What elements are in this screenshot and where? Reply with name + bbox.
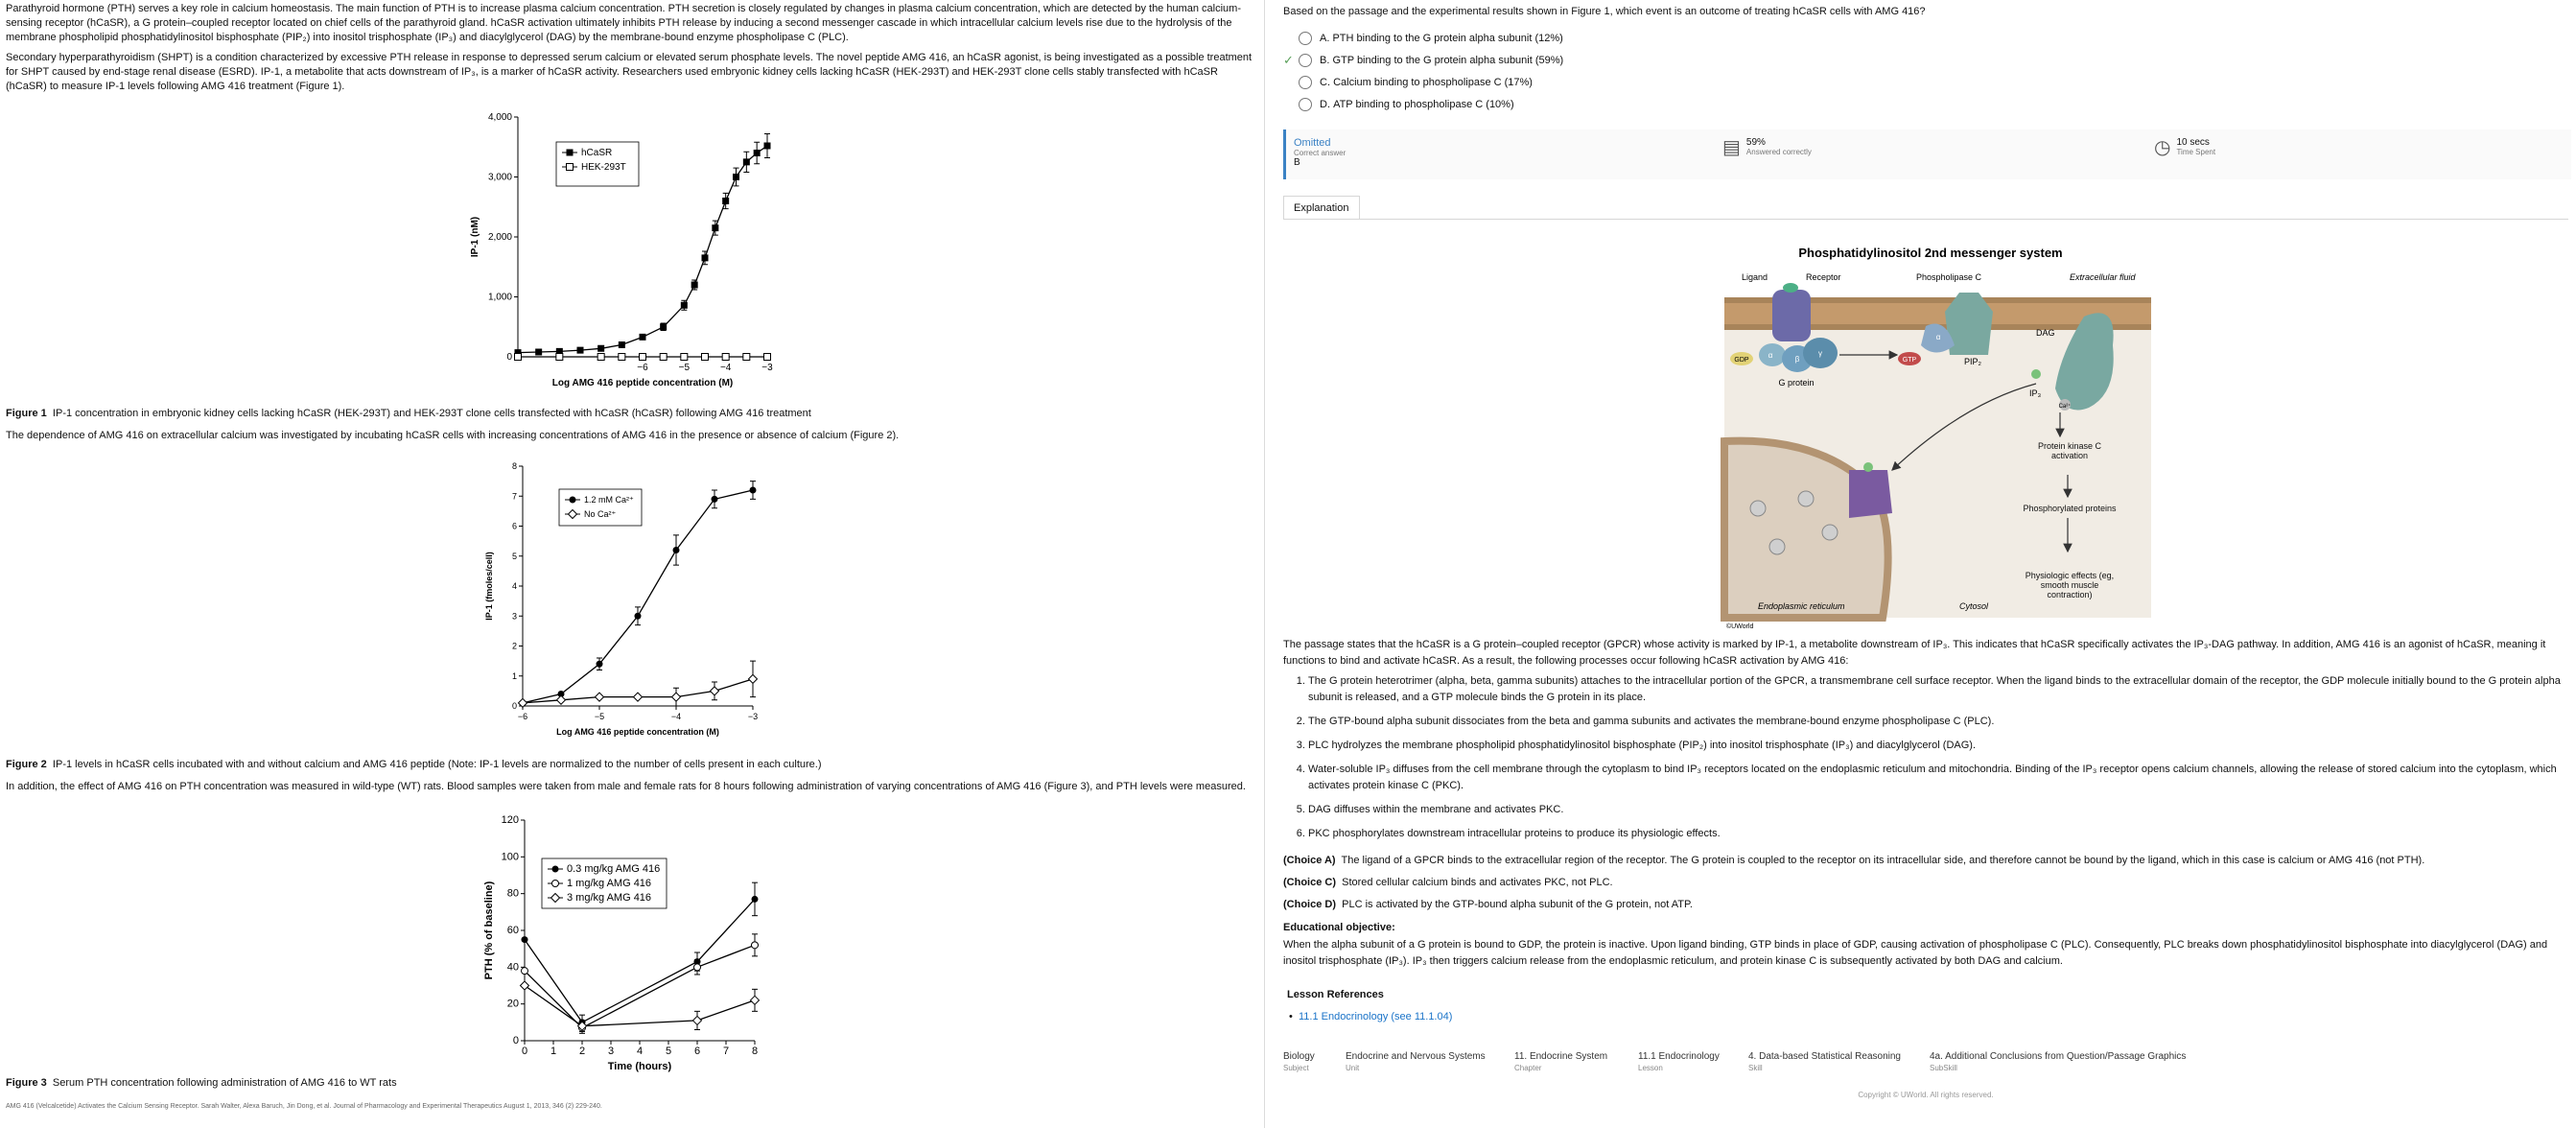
data-point (535, 349, 542, 356)
objective-title: Educational objective: (1283, 922, 1395, 933)
legend-label: 0.3 mg/kg AMG 416 (567, 863, 661, 875)
data-point (597, 661, 603, 668)
passage-paragraph-1: Parathyroid hormone (PTH) serves a key role in calcium homeostasis. The main function of PTH is to increase plasma calcium concentration. PTH secretion is closely regulated by changes in plasma calcium concentration, which are detected by the human calcium-sensing receptor (hCaSR), a G protein–coupled receptor located on chief cells of the parathyroid gland. hCaSR activation ultimately inhibits PTH release by inducing a second messenger cascade in which intracellular calcium levels rise due to the hydrolysis of the membrane phospholipid phosphatidylinositol bisphosphate (PIP₂) into inositol trisphosphate (IP₃) and diacylglycerol (DAG) by the membrane-bound enzyme phospholipase C (PLC). (6, 3, 1241, 43)
data-point (660, 323, 667, 330)
lesson-reference-link[interactable]: 11.1 Endocrinology (see 11.1.04) (1298, 1011, 1453, 1022)
diagram-label-pip2: PIP₂ (1964, 357, 1981, 366)
y-tick-label: 1 (511, 670, 517, 681)
y-tick-label: 4 (511, 581, 517, 591)
choice-a-explanation: (Choice A) The ligand of a GPCR binds to the extracellular region of the receptor. The G protein is coupled to the receptor on its intracellular side, and therefore cannot be bound by the ligand, which in this case is calcium or AMG 416 (not PTH). (1283, 855, 2425, 866)
tab-bar (1283, 196, 1360, 220)
y-tick-label: 2 (511, 641, 517, 651)
x-tick-label: 5 (665, 1046, 672, 1057)
data-point (619, 354, 625, 361)
figure-2-caption: Figure 2 IP-1 levels in hCaSR cells incubated with and without calcium and AMG 416 peptide (Note: IP-1 levels are normalized to the number of cells present in each culture.) (6, 759, 822, 770)
percent-correct-stat: ▤ 59% Answered correctly (1722, 137, 1812, 158)
pane-divider (1264, 0, 1265, 1128)
data-point (634, 693, 643, 701)
lesson-references-title: Lesson References (1287, 989, 1384, 1000)
diagram-label-gprotein: G protein (1778, 378, 1815, 388)
y-tick-label: 4,000 (487, 112, 512, 123)
data-point (660, 354, 667, 361)
data-point (681, 302, 688, 309)
data-point (751, 996, 760, 1004)
data-point (681, 354, 688, 361)
data-point (764, 354, 771, 361)
series-2 (521, 981, 760, 1031)
y-tick-label: 6 (511, 521, 517, 531)
footer-subject: Biology Subject (1283, 1051, 1315, 1072)
diagram-label-ca: Ca²⁺ (2058, 404, 2072, 410)
x-tick-label: −3 (761, 363, 773, 373)
citation: AMG 416 (Velcalcetide) Activates the Calcium Sensing Receptor. Sarah Walter, Alexa Baruch, Jin Dong, et al. Journal of Pharmacology and Experimental Therapeutics August 1, 2013, 346 (2) 229-240. (6, 1103, 602, 1110)
footer-subskill: 4a. Additional Conclusions from Question/Passage Graphics SubSkill (1930, 1051, 2187, 1072)
data-point (522, 968, 528, 975)
explanation-step: 2. The GTP-bound alpha subunit dissociates from the beta and gamma subunits and activates the membrane-bound enzyme phospholipase C (PLC). (1308, 714, 2576, 730)
data-point (515, 354, 522, 361)
y-axis-label: PTH (% of baseline) (483, 881, 495, 980)
data-point (752, 942, 759, 949)
figure-3-chart (475, 811, 791, 1074)
diagram-label-er: Endoplasmic reticulum (1758, 601, 1845, 611)
data-point (640, 334, 646, 341)
data-point (597, 345, 604, 352)
answer-option-a[interactable]: A. PTH binding to the G protein alpha subunit (12%) (1283, 30, 1563, 47)
x-tick-label: −3 (747, 712, 759, 721)
result-stats-bar (1283, 129, 2571, 179)
pi-second-messenger-diagram (1705, 240, 2156, 633)
explanation-step: 5. DAG diffuses within the membrane and activates PKC. (1308, 802, 2576, 818)
data-point (619, 341, 625, 348)
legend-label: 1 mg/kg AMG 416 (567, 878, 652, 889)
diagram-label-dag: DAG (2036, 328, 2055, 338)
data-point (733, 174, 739, 180)
x-tick-label: −6 (517, 712, 528, 721)
diagram-label-gtp: GTP (1902, 357, 1917, 364)
y-tick-label: 8 (511, 461, 517, 471)
x-tick-label: 3 (607, 1046, 615, 1057)
data-point (577, 347, 584, 354)
data-point (522, 936, 528, 943)
explanation-intro: The passage states that the hCaSR is a G protein–coupled receptor (GPCR) whose activity is marked by IP-1, a metabolite downstream of IP₃. This indicates that hCaSR specifically activates the IP₃-DAG pathway. In addition, AMG 416 is an agonist of hCaSR, meaning it functions to bind and activate hCaSR. As a result, the following processes occur following hCaSR activation by AMG 416: (1283, 639, 2546, 667)
data-point (521, 981, 529, 990)
data-point (712, 496, 718, 503)
tab-explanation[interactable]: Explanation (1283, 196, 1360, 220)
explanation-step: 6. PKC phosphorylates downstream intracellular proteins to produce its physiologic effects. (1308, 826, 2576, 842)
data-point (752, 896, 759, 903)
x-axis-label: Log AMG 416 peptide concentration (M) (556, 727, 719, 737)
series-line (518, 146, 767, 353)
figure-1-chart (460, 106, 796, 398)
series-line (525, 945, 755, 1027)
data-point (640, 354, 646, 361)
diagram-label-ip3: IP₃ (2029, 388, 2042, 398)
data-point (722, 354, 729, 361)
x-axis-label: Log AMG 416 peptide concentration (M) (551, 378, 734, 388)
x-tick-label: 8 (751, 1046, 759, 1057)
diagram-label-extracellular: Extracellular fluid (2070, 272, 2136, 282)
data-point (552, 866, 559, 873)
diagram-label-receptor: Receptor (1806, 272, 1841, 282)
x-tick-label: 6 (693, 1046, 701, 1057)
explanation-step: 1. The G protein heterotrimer (alpha, beta, gamma subunits) attaches to the intracellular portion of the GPCR, a transmembrane cell surface receptor. When the ligand binds to the extracellular domain of the receptor, the GDP molecule initially bound to the G protein alpha subunit is released, and a GTP molecule binds the G protein in its place. (1308, 673, 2576, 706)
y-tick-label: 0 (511, 701, 517, 711)
data-point (750, 487, 757, 494)
footer-chapter: 11. Endocrine System Chapter (1514, 1051, 1608, 1072)
y-tick-label: 3,000 (487, 172, 512, 183)
x-tick-label: −6 (637, 363, 648, 373)
objective-text: When the alpha subunit of a G protein is bound to GDP, the protein is inactive. Upon ligand binding, GTP binds in place of GDP, causing activation of phospholipase C (PLC). Consequently, PLC breaks down phosphatidylinositol bisphosphate into diacylglycerol (DAG) and inositol trisphosphate (IP₃). IP₃ then triggers calcium release from the endoplasmic reticulum, and protein kinase C is subsequently activated by both DAG and calcium. (1283, 939, 2548, 967)
figure-3-caption: Figure 3 Serum PTH concentration following administration of AMG 416 to WT rats (6, 1077, 397, 1089)
data-point (702, 354, 709, 361)
diagram-label-beta: β (1794, 355, 1800, 364)
series-1 (515, 354, 771, 361)
data-point (596, 693, 604, 701)
diagram-label-effects: Physiologic effects (eg, smooth muscle contraction) (2025, 571, 2115, 599)
y-tick-label: 120 (501, 814, 519, 826)
legend-label: No Ca²⁺ (584, 509, 617, 519)
y-tick-label: 80 (506, 887, 519, 900)
x-tick-label: 7 (722, 1046, 730, 1057)
x-tick-label: −4 (719, 363, 732, 373)
x-tick-label: 2 (578, 1046, 586, 1057)
legend-label: 3 mg/kg AMG 416 (567, 892, 652, 904)
time-spent-stat: ◷ 10 secs Time Spent (2154, 137, 2216, 158)
y-tick-label: 3 (511, 611, 517, 622)
y-tick-label: 20 (506, 998, 519, 1010)
figure-2-chart (475, 458, 791, 746)
choice-c-explanation: (Choice C) Stored cellular calcium binds and activates PKC, not PLC. (1283, 877, 1613, 888)
data-point (712, 224, 718, 231)
radio-icon[interactable] (1299, 76, 1312, 89)
data-point (743, 158, 750, 165)
y-tick-label: 1,000 (487, 292, 512, 303)
radio-icon[interactable] (1299, 32, 1312, 45)
data-point (570, 497, 576, 504)
y-tick-label: 40 (506, 961, 519, 974)
data-point (694, 964, 701, 971)
data-point (749, 674, 758, 683)
diagram-label-gdp: GDP (1734, 357, 1749, 364)
data-point (693, 1016, 702, 1024)
data-point (672, 693, 681, 701)
correct-check-icon: ✓ (1283, 53, 1294, 67)
radio-icon[interactable] (1299, 54, 1312, 67)
diagram-label-pkc: Protein kinase C activation (2037, 441, 2102, 460)
diagram-copyright: ©UWorld (1726, 623, 1754, 630)
data-point (764, 143, 771, 150)
explanation-step: 3. PLC hydrolyzes the membrane phospholipid phosphatidylinositol bisphosphate (PIP₂) into inositol trisphosphate (IP₃) and diacylglycerol (DAG). (1308, 738, 2576, 754)
radio-icon[interactable] (1299, 98, 1312, 111)
answer-status: Omitted Correct answer B (1294, 137, 1347, 168)
diagram-label-alpha-2: α (1935, 333, 1941, 341)
x-tick-label: −5 (678, 363, 691, 373)
legend-label: HEK-293T (581, 162, 626, 173)
answer-option-d[interactable]: D. ATP binding to phospholipase C (10%) (1283, 96, 1514, 113)
passage-paragraph-4: In addition, the effect of AMG 416 on PTH concentration was measured in wild-type (WT) rats. Blood samples were taken from male and female rats for 8 hours following administration of varying concentrations of AMG 416 (Figure 3), and PTH levels were measured. (6, 781, 1246, 792)
x-tick-label: −4 (670, 712, 682, 721)
y-axis-label: IP-1 (nM) (470, 216, 480, 258)
legend-label: hCaSR (581, 148, 613, 158)
x-tick-label: 1 (550, 1046, 557, 1057)
footer-lesson: 11.1 Endocrinology Lesson (1638, 1051, 1720, 1072)
y-tick-label: 0 (506, 352, 512, 363)
passage-pane (0, 0, 1264, 1128)
y-tick-label: 60 (506, 925, 519, 936)
explanation-step: 4. Water-soluble IP₃ diffuses from the cell membrane through the cytoplasm to bind IP₃ receptors located on the endoplasmic reticulum and mitochondria. Binding of the IP₃ receptor opens calcium channels, allowing the release of stored calcium into the cytoplasm, which activates protein kinase C (PKC). (1308, 762, 2576, 794)
y-tick-label: 0 (512, 1035, 519, 1046)
data-point (635, 613, 642, 620)
clock-icon: ◷ (2154, 137, 2171, 158)
choice-d-explanation: (Choice D) PLC is activated by the GTP-bound alpha subunit of the G protein, not ATP. (1283, 899, 1693, 910)
y-axis-label: IP-1 (fmoles/cell) (484, 552, 494, 621)
explanation-steps (1283, 673, 2576, 850)
data-point (557, 695, 566, 704)
y-tick-label: 2,000 (487, 232, 512, 243)
data-point (743, 354, 750, 361)
y-tick-label: 100 (501, 851, 519, 863)
data-point (754, 150, 761, 156)
passage-paragraph-3: The dependence of AMG 416 on extracellular calcium was investigated by incubating hCaSR cells with increasing concentrations of AMG 416 in the presence or absence of calcium (Figure 2). (6, 430, 900, 441)
diagram-label-gamma: γ (1818, 349, 1822, 358)
diagram-label-alpha: α (1768, 351, 1773, 360)
x-tick-label: 0 (521, 1046, 528, 1057)
answer-option-c[interactable]: C. Calcium binding to phospholipase C (17%) (1283, 74, 1533, 91)
data-point (597, 354, 604, 361)
diagram-label-plc: Phospholipase C (1916, 272, 1982, 282)
passage-paragraph-2: Secondary hyperparathyroidism (SHPT) is a condition characterized by excessive PTH release in response to depressed serum calcium or elevated serum phosphate levels. The novel peptide AMG 416, an hCaSR agonist, is being investigated as a possible treatment for SHPT caused by end-stage renal disease (ESRD). IP-1, a metabolite that acts downstream of IP₃, is a marker of hCaSR activity. Researchers used embryonic kidney cells lacking hCaSR (HEK-293T) and HEK-293T clone cells stably transfected with hCaSR (hCaSR) to measure IP-1 levels following AMG 416 treatment (Figure 1). (6, 52, 1253, 92)
data-point (567, 150, 574, 156)
data-point (702, 254, 709, 261)
copyright-notice: Copyright © UWorld. All rights reserved. (1858, 1091, 1994, 1099)
series-1 (519, 661, 758, 707)
footer-skill: 4. Data-based Statistical Reasoning Skill (1748, 1051, 1901, 1072)
answer-option-b[interactable]: ✓ B. GTP binding to the G protein alpha subunit (59%) (1283, 53, 1564, 67)
y-tick-label: 7 (511, 491, 517, 502)
x-axis-label: Time (hours) (607, 1061, 672, 1072)
data-point (722, 198, 729, 204)
series-0 (515, 134, 771, 357)
x-tick-label: −5 (594, 712, 605, 721)
legend-label: 1.2 mM Ca²⁺ (584, 495, 634, 505)
series-line (525, 899, 755, 1022)
data-point (552, 881, 559, 887)
diagram-label-phos: Phosphorylated proteins (2023, 504, 2117, 513)
tab-underline (1283, 219, 2568, 220)
question-stem: Based on the passage and the experimental results shown in Figure 1, which event is an outcome of treating hCaSR cells with AMG 416? (1283, 6, 1926, 17)
bar-chart-icon: ▤ (1722, 137, 1741, 158)
footer-unit: Endocrine and Nervous Systems Unit (1346, 1051, 1486, 1072)
diagram-label-ligand: Ligand (1742, 272, 1768, 282)
question-pane (1283, 0, 2568, 1128)
lesson-reference-item: • 11.1 Endocrinology (see 11.1.04) (1289, 1011, 1453, 1022)
data-point (556, 354, 563, 361)
data-point (567, 164, 574, 171)
data-point (691, 282, 698, 289)
data-point (673, 547, 680, 553)
diagram-label-cytosol: Cytosol (1959, 601, 1989, 611)
series-1 (522, 934, 759, 1034)
data-point (711, 687, 719, 695)
figure-1-caption: Figure 1 IP-1 concentration in embryonic kidney cells lacking hCaSR (HEK-293T) and HEK-293T clone cells transfected with hCaSR (hCaSR) following AMG 416 treatment (6, 408, 811, 419)
x-tick-label: 4 (636, 1046, 644, 1057)
diagram-title: Phosphatidylinositol 2nd messenger system (1798, 246, 2063, 260)
y-tick-label: 5 (511, 551, 517, 561)
